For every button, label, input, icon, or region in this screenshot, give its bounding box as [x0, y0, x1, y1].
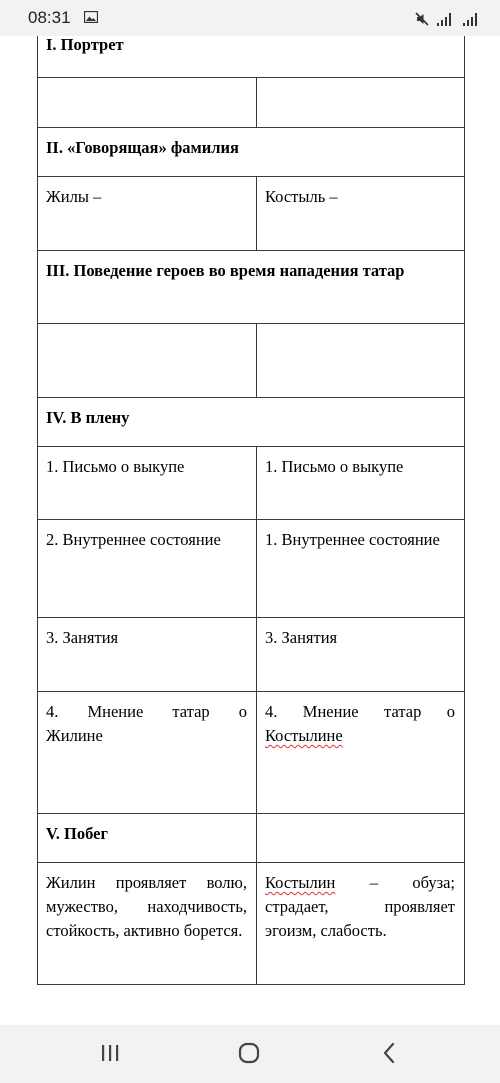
activities-left-cell: 3. Занятия	[38, 618, 257, 692]
table-row	[38, 78, 465, 128]
status-bar	[0, 0, 500, 36]
portrait-header: I. Портрет	[38, 36, 465, 78]
table-cell	[257, 324, 465, 398]
table-row	[38, 814, 465, 863]
kostylin-name-cell: Костыль –	[257, 177, 465, 251]
table-row	[38, 692, 465, 814]
escape-right-rest: – обуза; страдает, проявляет эгоизм, слабость.	[265, 873, 456, 940]
opinion-right-line1: 4. Мнение татар о	[265, 702, 456, 721]
zhilin-name-cell: Жилы –	[38, 177, 257, 251]
escape-right-cell	[257, 863, 465, 985]
status-icons	[414, 9, 482, 27]
back-icon[interactable]	[376, 1041, 404, 1065]
mute-icon	[414, 11, 430, 27]
escape-header: V. Побег	[38, 814, 257, 863]
table-row	[38, 36, 465, 78]
table-cell	[38, 324, 257, 398]
recent-apps-icon[interactable]	[96, 1041, 124, 1065]
opinion-right-cell	[257, 692, 465, 814]
signal-icon	[462, 11, 482, 27]
characters-table	[37, 36, 465, 985]
escape-right-name: Костылин	[265, 873, 336, 892]
state-left-cell: 2. Внутреннее состояние	[38, 520, 257, 618]
state-right-cell: 1. Внутреннее состояние	[257, 520, 465, 618]
status-time: 08:31	[28, 8, 71, 27]
table-row	[38, 618, 465, 692]
table-row	[38, 398, 465, 447]
opinion-left-line1: 4. Мнение татар о	[46, 702, 247, 721]
letter-left-cell: 1. Письмо о выкупе	[38, 447, 257, 520]
table-cell	[257, 814, 465, 863]
document-view[interactable]	[0, 36, 500, 1025]
navigation-bar	[0, 1025, 500, 1083]
opinion-left-line2: Жилине	[46, 726, 103, 745]
table-row	[38, 520, 465, 618]
name-header: II. «Говорящая» фамилия	[38, 128, 465, 177]
home-icon[interactable]	[235, 1041, 263, 1065]
letter-right-cell: 1. Письмо о выкупе	[257, 447, 465, 520]
opinion-left-cell	[38, 692, 257, 814]
table-row	[38, 324, 465, 398]
table-cell	[257, 78, 465, 128]
table-row	[38, 251, 465, 324]
table-cell	[38, 78, 257, 128]
table-row	[38, 447, 465, 520]
table-row	[38, 128, 465, 177]
table-row	[38, 177, 465, 251]
opinion-right-line2: Костылине	[265, 726, 343, 745]
captivity-header: IV. В плену	[38, 398, 465, 447]
activities-right-cell: 3. Занятия	[257, 618, 465, 692]
escape-left-cell: Жилин проявляет волю, мужество, находчивость, стойкость, активно борется.	[38, 863, 257, 985]
signal-icon	[436, 11, 456, 27]
gallery-icon	[84, 11, 98, 23]
table-row	[38, 863, 465, 985]
behavior-header: III. Поведение героев во время нападения татар	[38, 251, 465, 324]
